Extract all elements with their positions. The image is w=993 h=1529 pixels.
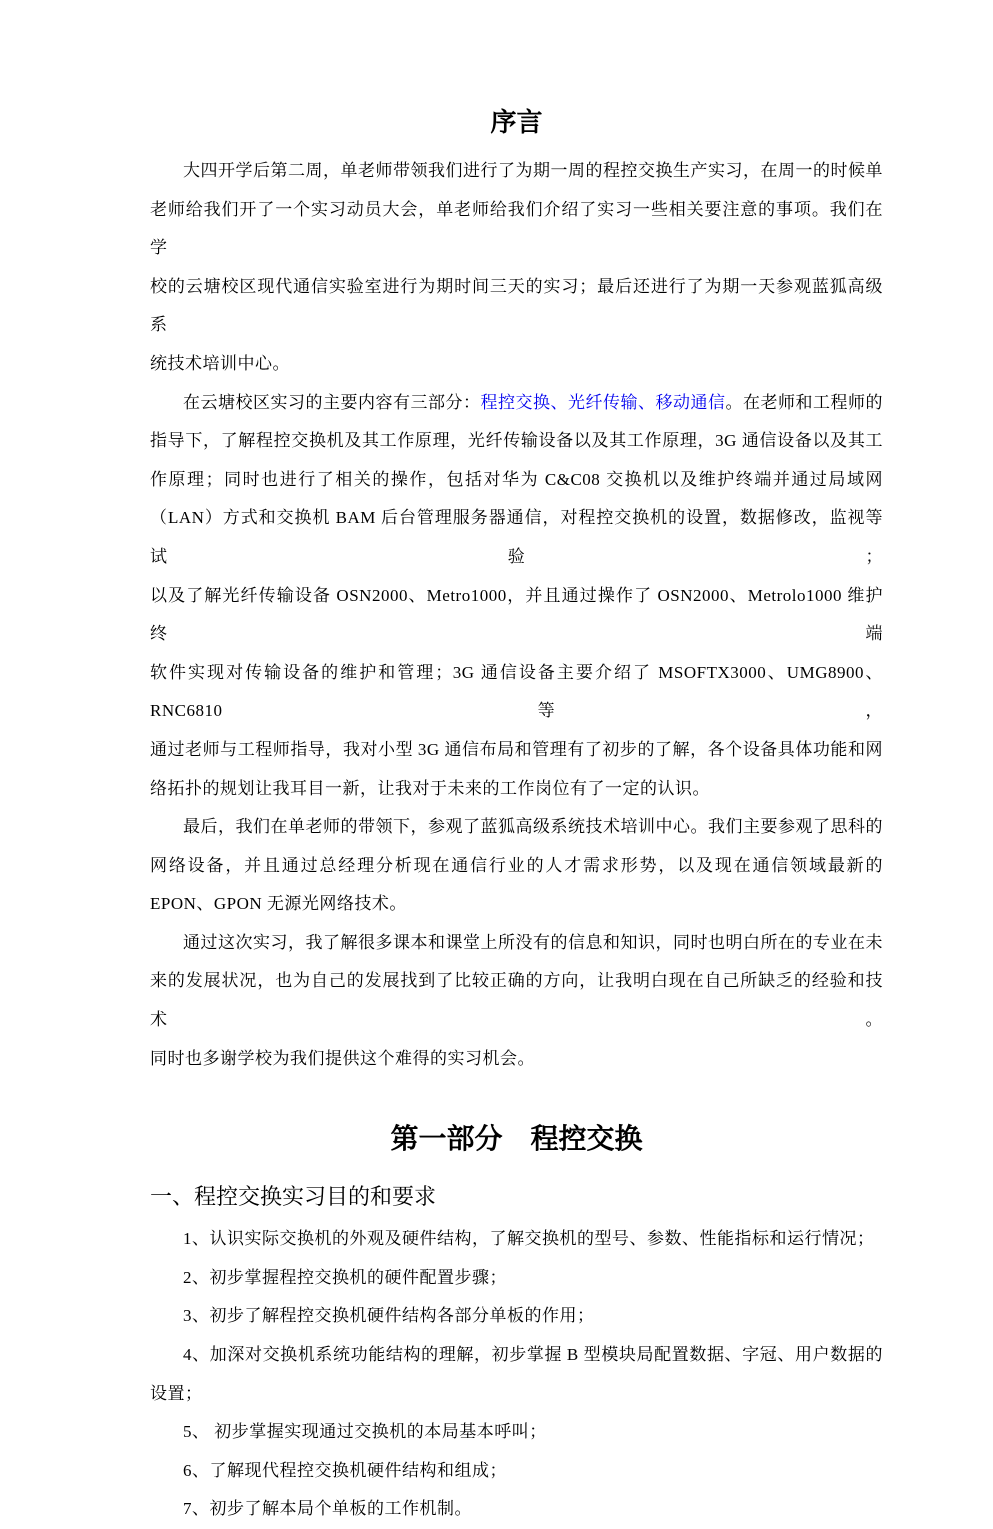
text-line: [150, 847, 883, 886]
preface-title: 序言: [490, 108, 543, 137]
text-segment: 7、初步了解本局个单板的工作机制。: [183, 1499, 472, 1519]
practice-topics-highlight: 程控交换、光纤传输、移动通信: [480, 392, 726, 412]
text-segment: 4、加深对交换机系统功能结构的理解，初步掌握 B 型模块局配置数据、字冠、用户数据的: [183, 1345, 883, 1365]
text-segment: 通过老师与工程师指导，我对小型 3G 通信布局和管理有了初步的了解，各个设备具体功能和网: [150, 739, 883, 759]
text-segment: 网络设备，并且通过总经理分析现在通信行业的人才需求形势，以及现在通信领域最新的: [150, 855, 883, 875]
text-line: [150, 422, 883, 461]
text-segment: 络拓扑的规划让我耳目一新，让我对于未来的工作岗位有了一定的认识。: [150, 778, 710, 798]
text-line: [150, 885, 883, 924]
text-segment: EPON、GPON 无源光网络技术。: [150, 894, 407, 914]
text-line: [150, 461, 883, 500]
text-line: [150, 962, 883, 1039]
text-segment: 统技术培训中心。: [150, 353, 290, 373]
text-segment: 6、了解现代程控交换机硬件结构和组成；: [183, 1460, 507, 1480]
preface-body: [150, 152, 883, 1078]
section1-heading: 一、程控交换实习目的和要求: [150, 1184, 437, 1210]
text-line: [150, 924, 883, 963]
text-segment: 以及了解光纤传输设备 OSN2000、Metro1000，并且通过操作了 OSN2000、Metrolo1000 维护终端: [150, 585, 883, 644]
text-segment: 最后，我们在单老师的带领下，参观了蓝狐高级系统技术培训中心。我们主要参观了思科的: [183, 817, 883, 837]
text-segment: 校的云塘校区现代通信实验室进行为期时间三天的实习；最后还进行了为期一天参观蓝狐高级系: [150, 276, 883, 335]
text-segment: 老师给我们开了一个实习动员大会，单老师给我们介绍了实习一些相关要注意的事项。我们在学: [150, 199, 883, 258]
text-line: [150, 384, 883, 423]
document-content: [150, 0, 883, 1529]
text-segment: 大四开学后第二周，单老师带领我们进行了为期一周的程控交换生产实习，在周一的时候单: [183, 161, 883, 180]
text-segment: 同时也多谢学校为我们提供这个难得的实习机会。: [150, 1048, 535, 1068]
text-line: [150, 577, 883, 654]
text-line: [150, 1220, 883, 1259]
text-line: [150, 731, 883, 770]
text-segment: 指导下，了解程控交换机及其工作原理，光纤传输设备以及其工作原理，3G 通信设备以及其工: [150, 431, 883, 451]
text-line: [150, 191, 883, 268]
goals-list: [150, 1220, 883, 1529]
text-line: [150, 152, 883, 191]
text-line: [150, 654, 883, 731]
text-line: [150, 499, 883, 576]
text-line: [150, 1490, 883, 1529]
text-line: [150, 808, 883, 847]
text-segment: 3、初步了解程控交换机硬件结构各部分单板的作用；: [183, 1306, 595, 1326]
text-line: [150, 1040, 883, 1079]
text-segment: 。在老师和工程师的: [725, 392, 883, 412]
text-line: [150, 1413, 883, 1452]
text-segment: 作原理；同时也进行了相关的操作，包括对华为 C&C08 交换机以及维护终端并通过局域网: [150, 469, 883, 489]
text-segment: 通过这次实习，我了解很多课本和课堂上所没有的信息和知识，同时也明白所在的专业在未: [183, 932, 883, 952]
text-segment: 1、认识实际交换机的外观及硬件结构，了解交换机的型号、参数、性能指标和运行情况；: [183, 1229, 875, 1249]
text-line: [150, 770, 883, 809]
text-line: [150, 1259, 883, 1298]
text-segment: （LAN）方式和交换机 BAM 后台管理服务器通信，对程控交换机的设置，数据修改，监视等试验；: [150, 508, 883, 566]
part1-heading: 第一部分 程控交换: [390, 1124, 643, 1156]
text-segment: 在云塘校区实习的主要内容有三部分：: [183, 392, 481, 412]
text-segment: 软件实现对传输设备的维护和管理；3G 通信设备主要介绍了 MSOFTX3000、UMG8900、RNC6810 等，: [150, 662, 883, 721]
text-segment: 来的发展状况，也为自己的发展找到了比较正确的方向，让我明白现在自己所缺乏的经验和技术。: [150, 971, 883, 1030]
text-line: [150, 1452, 883, 1491]
text-line: [150, 1297, 883, 1336]
text-line: [150, 268, 883, 345]
text-line: [150, 1375, 883, 1414]
text-line: [150, 345, 883, 384]
text-segment: 5、 初步掌握实现通过交换机的本局基本呼叫；: [183, 1422, 547, 1442]
text-segment: 2、初步掌握程控交换机的硬件配置步骤；: [183, 1267, 507, 1287]
text-segment: 设置；: [150, 1383, 203, 1403]
text-line: [150, 1336, 883, 1375]
